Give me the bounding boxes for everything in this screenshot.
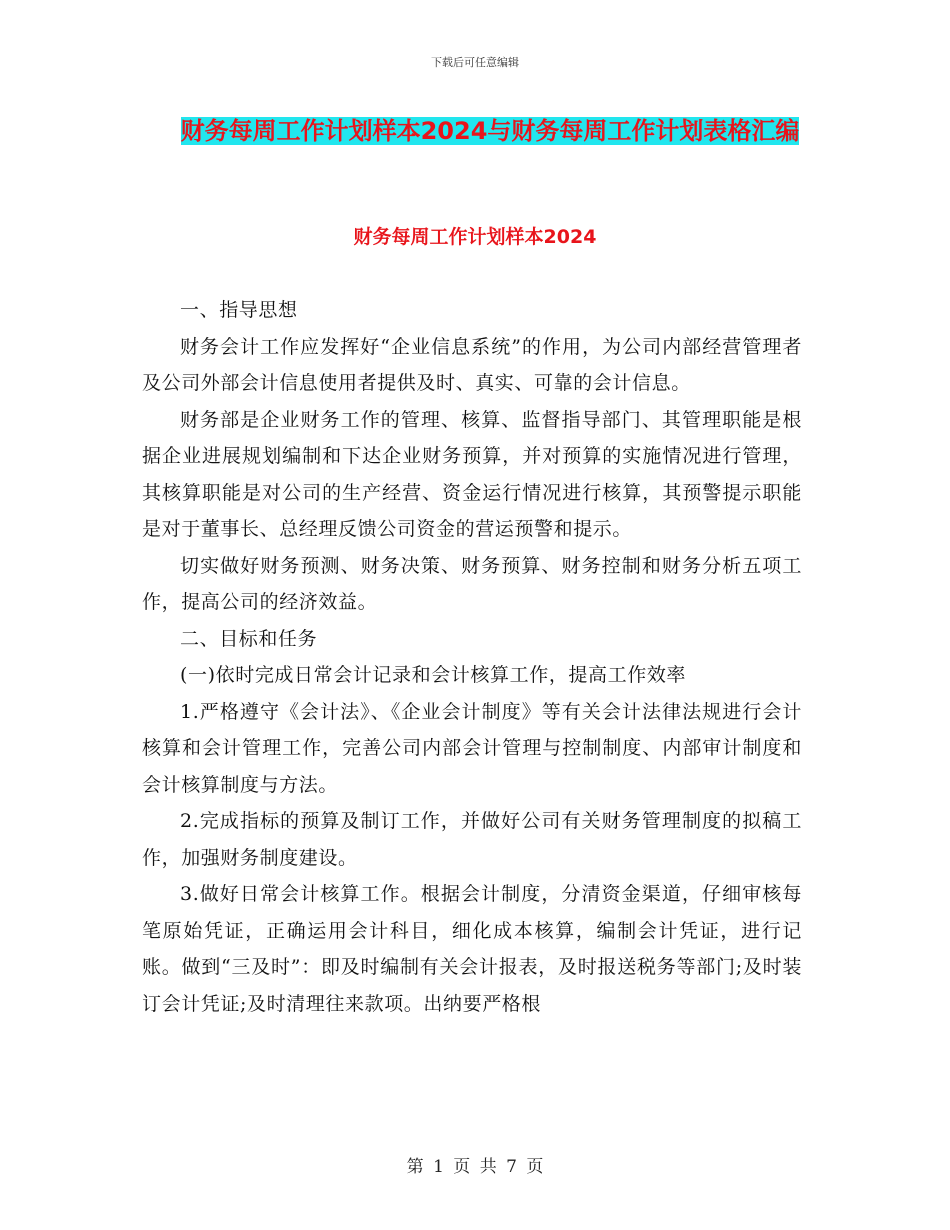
body-paragraph: 财务会计工作应发挥好“企业信息系统”的作用，为公司内部经营管理者及公司外部会计信息使用者提供及时、真实、可靠的会计信息。 xyxy=(142,335,802,394)
list-item: 1.严格遵守《会计法》、《企业会计制度》等有关会计法律法规进行会计核算和会计管理工作，完善公司内部会计管理与控制制度、内部审计制度和会计核算制度与方法。 xyxy=(142,700,802,796)
body-paragraph: 切实做好财务预测、财务决策、财务预算、财务控制和财务分析五项工作，提高公司的经济效益。 xyxy=(142,554,802,613)
document-title-text: 财务每周工作计划样本2024与财务每周工作计划表格汇编 xyxy=(180,117,800,145)
subheading-item: (一)依时完成日常会计记录和会计核算工作，提高工作效率 xyxy=(180,664,687,686)
section-title: 财务每周工作计划样本2024 xyxy=(353,226,597,248)
page-number: 第 1 页 共 7 页 xyxy=(406,1157,544,1177)
list-item: 2.完成指标的预算及制订工作，并做好公司有关财务管理制度的拟稿工作，加强财务制度建设。 xyxy=(142,810,802,869)
heading-guiding-ideology: 一、指导思想 xyxy=(180,299,298,321)
body-paragraph: 财务部是企业财务工作的管理、核算、监督指导部门、其管理职能是根据企业进展规划编制和下达企业财务预算，并对预算的实施情况进行管理，其核算职能是对公司的生产经营、资金运行情况进行核算，其预警提示职能是对于董事长、总经理反馈公司资金的营运预警和提示。 xyxy=(142,408,802,540)
heading-goals-tasks: 二、目标和任务 xyxy=(180,627,318,650)
header-note: 下载后可任意编辑 xyxy=(431,56,519,69)
document-body xyxy=(142,292,802,1022)
document-title xyxy=(140,110,840,152)
list-item: 3.做好日常会计核算工作。根据会计制度，分清资金渠道，仔细审核每笔原始凭证，正确运用会计科目，细化成本核算，编制会计凭证，进行记账。做到“三及时”：即及时编制有关会计报表，及时报送税务等部门;及时装订会计凭证;及时清理往来款项。出纳要严格根 xyxy=(142,883,802,1015)
